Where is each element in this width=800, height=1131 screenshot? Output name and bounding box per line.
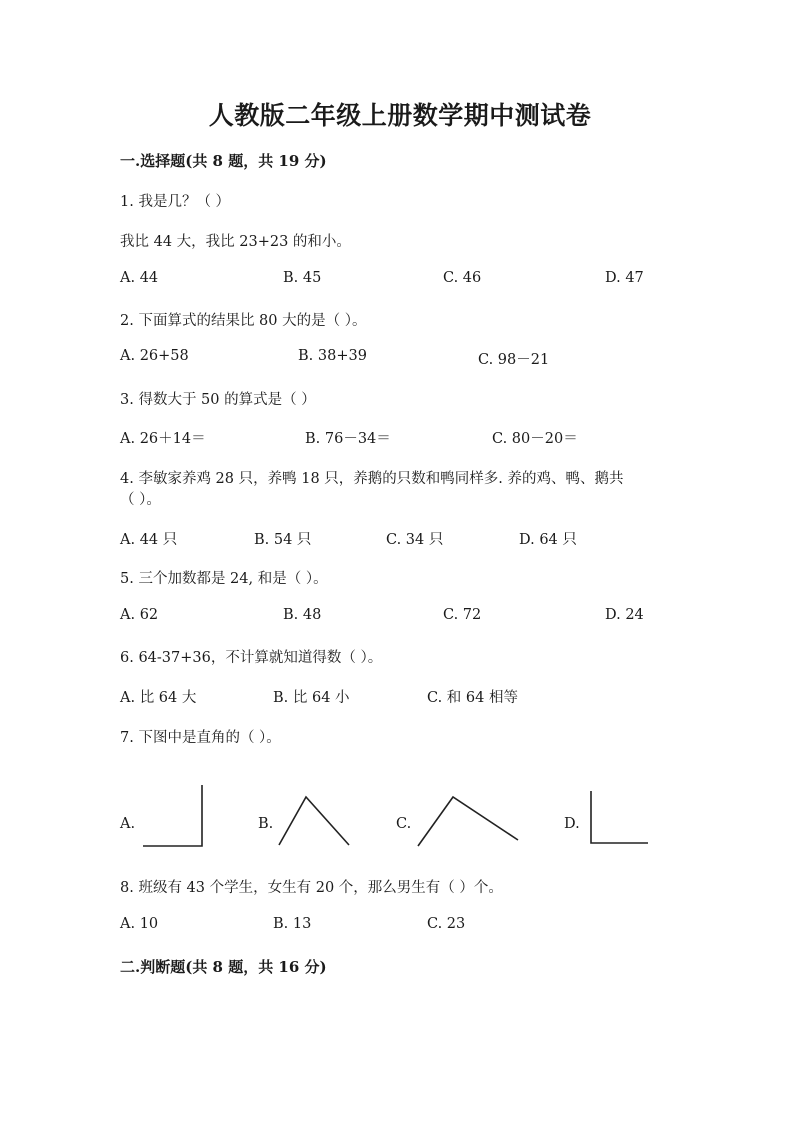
q7-option-b: B. bbox=[258, 816, 274, 832]
page-title: 人教版二年级上册数学期中测试卷 bbox=[208, 101, 592, 130]
q2-option-a: A. 26+58 bbox=[120, 348, 189, 364]
question-4: 4. 李敏家养鸡 28 只，养鸭 18 只，养鹅的只数和鸭同样多. 养的鸡、鸭、鹅共 bbox=[120, 471, 624, 487]
q5-option-b: B. 48 bbox=[283, 607, 322, 623]
q7-option-d: D. bbox=[564, 816, 580, 832]
question-3: 3. 得数大于 50 的算式是（ ） bbox=[120, 392, 316, 408]
angle-figure-d bbox=[591, 791, 648, 843]
angle-figure-c bbox=[418, 797, 518, 846]
question-5: 5. 三个加数都是 24, 和是（ ）。 bbox=[120, 571, 328, 587]
question-1: 1. 我是几？（ ） bbox=[120, 194, 231, 210]
q5-option-a: A. 62 bbox=[120, 607, 159, 623]
angle-figure-a bbox=[143, 785, 202, 846]
question-2: 2. 下面算式的结果比 80 大的是（ ）。 bbox=[120, 313, 367, 329]
q2-option-c: C. 98－21 bbox=[478, 352, 550, 368]
q3-option-c: C. 80－20＝ bbox=[492, 431, 578, 447]
section-heading-true-false: 二.判断题(共 8 题，共 16 分) bbox=[120, 958, 327, 976]
q5-option-d: D. 24 bbox=[605, 607, 644, 623]
section-heading-multiple-choice: 一.选择题(共 8 题，共 19 分) bbox=[120, 152, 327, 170]
question-8: 8. 班级有 43 个学生，女生有 20 个，那么男生有（ ）个。 bbox=[120, 880, 503, 896]
q7-option-a: A. bbox=[120, 816, 136, 832]
q3-option-b: B. 76－34＝ bbox=[305, 431, 391, 447]
q1-option-b: B. 45 bbox=[283, 270, 322, 286]
q6-option-c: C. 和 64 相等 bbox=[427, 690, 518, 706]
q4-option-c: C. 34 只 bbox=[386, 532, 444, 548]
q3-option-a: A. 26＋14＝ bbox=[120, 431, 206, 447]
q6-option-b: B. 比 64 小 bbox=[273, 690, 350, 706]
q7-option-c: C. bbox=[396, 816, 412, 832]
q4-option-d: D. 64 只 bbox=[519, 532, 577, 548]
q2-option-b: B. 38+39 bbox=[298, 348, 367, 364]
q8-option-a: A. 10 bbox=[120, 916, 159, 932]
q1-option-d: D. 47 bbox=[605, 270, 644, 286]
q8-option-b: B. 13 bbox=[273, 916, 312, 932]
question-4-continued: （ ）。 bbox=[120, 492, 161, 508]
q8-option-c: C. 23 bbox=[427, 916, 466, 932]
q5-option-c: C. 72 bbox=[443, 607, 482, 623]
angle-figure-b bbox=[279, 797, 349, 845]
q4-option-b: B. 54 只 bbox=[254, 532, 312, 548]
q1-option-a: A. 44 bbox=[120, 270, 159, 286]
q6-option-a: A. 比 64 大 bbox=[120, 690, 197, 706]
q4-option-a: A. 44 只 bbox=[120, 532, 178, 548]
question-7: 7. 下图中是直角的（ ）。 bbox=[120, 730, 281, 746]
q1-option-c: C. 46 bbox=[443, 270, 482, 286]
question-1-detail: 我比 44 大，我比 23+23 的和小。 bbox=[120, 234, 351, 250]
question-6: 6. 64-37+36，不计算就知道得数（ ）。 bbox=[120, 650, 383, 666]
